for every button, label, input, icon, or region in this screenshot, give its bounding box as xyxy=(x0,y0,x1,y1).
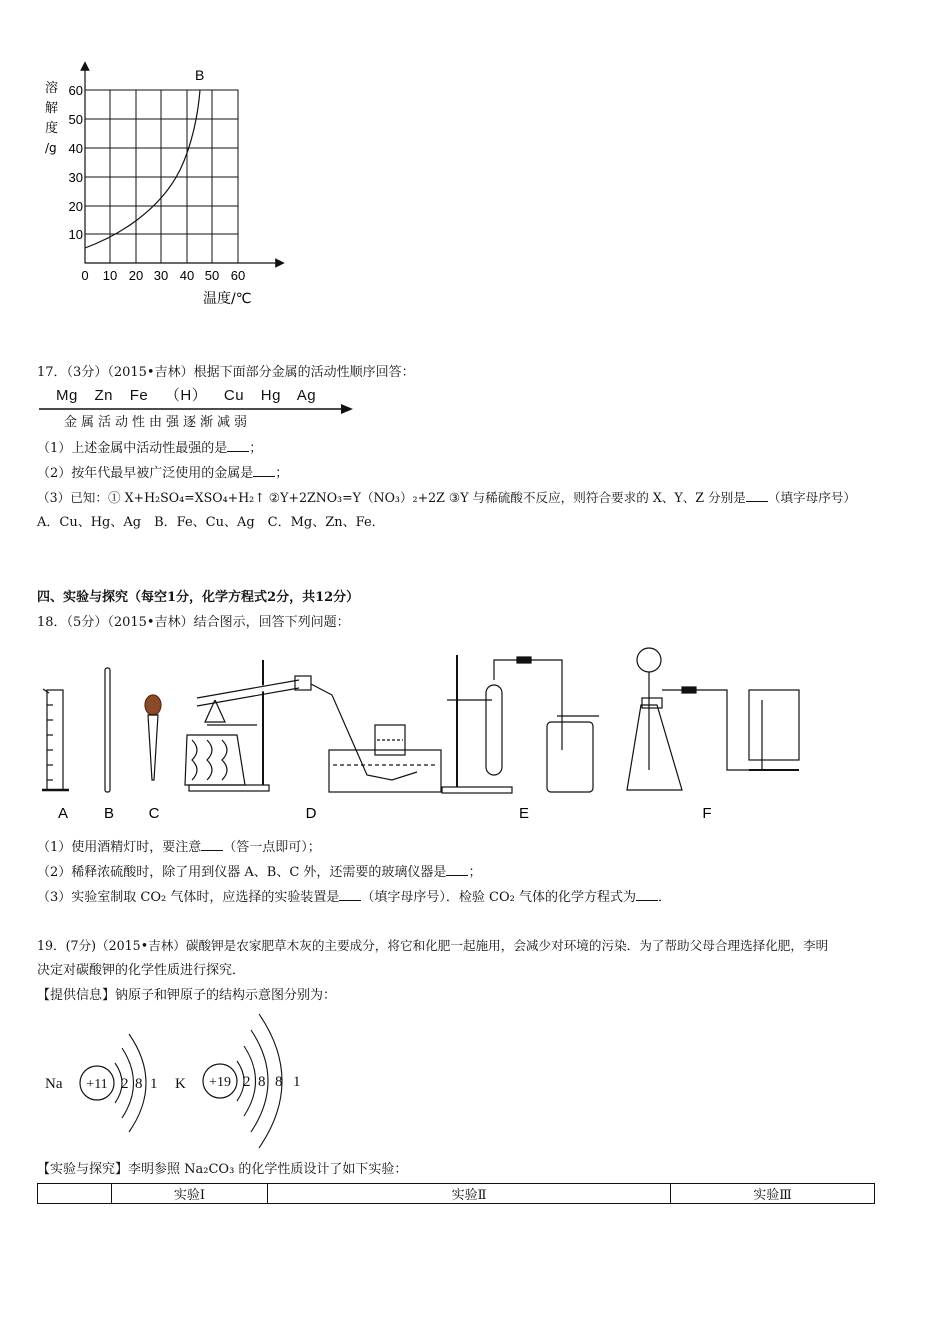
q18-p3: （3）实验室制取 CO₂ 气体时，应选择的实验装置是 （填字母序号）．检验 CO₂ 气体的化学方程式为 ． xyxy=(37,890,671,905)
q19-line1: 19．(7分)（2015•吉林）碳酸钾是农家肥草木灰的主要成分，将它和化肥一起施用，会减少对环境的污染．为了帮助父母合理选择化肥，李明 xyxy=(37,938,829,953)
metal-hg: Hg xyxy=(260,387,281,404)
svg-text:30: 30 xyxy=(68,170,83,185)
table-row xyxy=(38,1184,875,1204)
label-f: F xyxy=(702,805,712,822)
svg-text:50: 50 xyxy=(204,268,220,283)
na-shell-2: 8 xyxy=(135,1076,143,1092)
svg-text:40: 40 xyxy=(179,268,195,283)
q17-options: A．Cu、Hg、Ag B．Fe、Cu、Ag C．Mg、Zn、Fe． xyxy=(37,515,385,530)
na-symbol: Na xyxy=(45,1076,63,1092)
answer-blank[interactable] xyxy=(253,464,275,477)
atom-diagrams xyxy=(37,1010,337,1155)
solubility-graph xyxy=(40,60,300,320)
na-shell-1: 2 xyxy=(121,1076,129,1092)
k-shell-2: 8 xyxy=(258,1074,266,1090)
graph-grid xyxy=(85,90,238,263)
k-shell-1: 2 xyxy=(243,1074,251,1090)
table-header-cell: 实验Ⅰ xyxy=(112,1184,268,1204)
table-header-cell: 实验Ⅱ xyxy=(268,1184,671,1204)
generator-setup xyxy=(627,648,799,790)
label-d: D xyxy=(305,805,317,822)
k-shell-3: 8 xyxy=(275,1074,283,1090)
svg-text:度: 度 xyxy=(45,121,59,136)
svg-text:溶: 溶 xyxy=(45,81,59,96)
answer-blank[interactable] xyxy=(227,439,249,452)
label-e: E xyxy=(518,805,530,822)
svg-text:解: 解 xyxy=(45,101,59,116)
metal-cu: Cu xyxy=(223,387,245,404)
metal-mg: Mg xyxy=(56,387,78,404)
answer-blank[interactable] xyxy=(636,888,658,901)
q17-p1: （1）上述金属中活动性最强的是 ； xyxy=(37,441,263,456)
svg-text:40: 40 xyxy=(68,141,83,156)
metal-zn: Zn xyxy=(94,387,114,404)
x-ticks xyxy=(81,268,245,283)
y-axis-label xyxy=(45,80,58,155)
glass-rod xyxy=(105,668,110,792)
answer-blank[interactable] xyxy=(339,888,361,901)
svg-text:0: 0 xyxy=(81,268,89,283)
test-tube-setup xyxy=(442,655,599,793)
table-header-cell: 实验Ⅲ xyxy=(671,1184,875,1204)
x-axis-label: 温度/℃ xyxy=(203,291,252,307)
svg-text:60: 60 xyxy=(68,83,83,98)
heating-setup xyxy=(185,660,441,792)
q18-header: 18．（5分）（2015•吉林）结合图示，回答下列问题： xyxy=(37,615,350,630)
q17-p3: （3）已知：① X+H₂SO₄=XSO₄+H₂↑ ②Y+2ZNO₃=Y（NO₃）₂+2Z ③Y 与稀硫酸不反应，则符合要求的 X、Y、Z 分别是 （填字母序号） xyxy=(37,490,856,505)
curve-b xyxy=(85,90,200,248)
svg-text:20: 20 xyxy=(128,268,144,283)
k-symbol: K xyxy=(175,1076,186,1092)
dropper xyxy=(145,695,161,780)
section-4-title: 四、实验与探究（每空1分，化学方程式2分，共12分） xyxy=(37,590,360,605)
metal-ag: Ag xyxy=(296,387,317,404)
experiment-table xyxy=(37,1183,875,1204)
svg-text:60: 60 xyxy=(230,268,246,283)
metal-series xyxy=(56,384,328,405)
q19-explore: 【实验与探究】李明参照 Na₂CO₃ 的化学性质设计了如下实验： xyxy=(37,1162,408,1177)
apparatus-figure xyxy=(37,640,817,830)
label-b: B xyxy=(103,805,115,822)
k-shell-4: 1 xyxy=(293,1074,301,1090)
answer-blank[interactable] xyxy=(746,489,768,502)
answer-blank[interactable] xyxy=(201,838,223,851)
q19-info: 【提供信息】钠原子和钾原子的结构示意图分别为： xyxy=(37,988,337,1003)
y-ticks xyxy=(69,83,83,242)
svg-text:30: 30 xyxy=(153,268,169,283)
svg-text:20: 20 xyxy=(68,199,83,214)
label-a: A xyxy=(57,805,69,822)
activity-text: 金属活动性由强逐渐减弱 xyxy=(64,415,252,430)
apparatus-labels xyxy=(58,805,712,822)
q18-p1: （1）使用酒精灯时，要注意 （答一点即可）； xyxy=(37,840,321,855)
svg-text:50: 50 xyxy=(68,112,83,127)
metal-h: （H） xyxy=(164,387,208,404)
graduated-cylinder xyxy=(42,689,69,790)
metal-fe: Fe xyxy=(129,387,149,404)
q19-line2: 决定对碳酸钾的化学性质进行探究． xyxy=(37,963,246,978)
svg-text:10: 10 xyxy=(68,227,83,242)
na-shell-3: 1 xyxy=(150,1076,158,1092)
curve-b-label: B xyxy=(195,67,205,83)
answer-blank[interactable] xyxy=(446,863,468,876)
q17-p2: （2）按年代最早被广泛使用的金属是 ； xyxy=(37,466,289,481)
label-c: C xyxy=(148,805,160,822)
q17-header: 17．（3分）（2015•吉林）根据下面部分金属的活动性顺序回答： xyxy=(37,365,415,380)
table-header-cell xyxy=(38,1184,112,1204)
na-nucleus-charge: +11 xyxy=(86,1077,108,1092)
svg-text:/g: /g xyxy=(45,141,57,155)
k-nucleus-charge: +19 xyxy=(209,1075,231,1090)
svg-text:10: 10 xyxy=(102,268,118,283)
q18-p2: （2）稀释浓硫酸时，除了用到仪器 A、B、C 外，还需要的玻璃仪器是 ； xyxy=(37,865,482,880)
